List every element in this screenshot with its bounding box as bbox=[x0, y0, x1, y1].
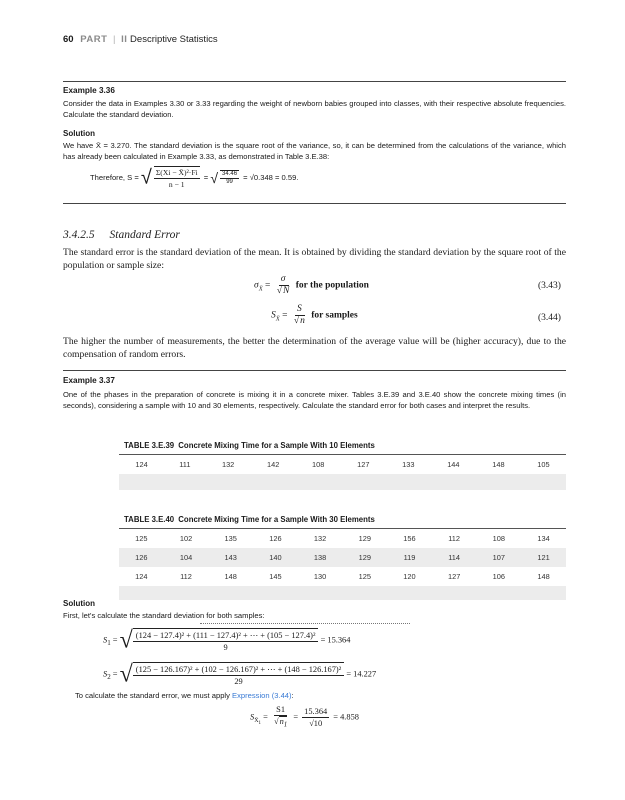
example-top-rule bbox=[63, 81, 566, 82]
table-row bbox=[119, 567, 566, 586]
table-cell: 140 bbox=[253, 548, 298, 567]
table-row bbox=[119, 455, 566, 475]
table-row bbox=[119, 548, 566, 567]
eq2-label: for samples bbox=[311, 310, 358, 321]
table-cell: 144 bbox=[431, 455, 476, 475]
table-39-label: TABLE 3.E.39 bbox=[124, 441, 175, 450]
solution-title: Solution bbox=[63, 129, 95, 138]
separator: | bbox=[113, 34, 116, 45]
table-cell: 142 bbox=[251, 455, 296, 475]
table-cell: 132 bbox=[206, 455, 251, 475]
example2-text: One of the phases in the preparation of concrete is mixing it in a concrete mixer. Tables 3.E.39 and 3.E.40 show the concrete mixing times (in seconds), considering a sample with 10 and 30 elements, respectively. Calculate the standard error for both cases and interpret the results. bbox=[63, 390, 566, 410]
table-cell: 112 bbox=[432, 529, 477, 549]
section-title: Standard Error bbox=[109, 229, 180, 241]
table-cell: 126 bbox=[119, 548, 164, 567]
table-cell: 126 bbox=[253, 529, 298, 549]
s2-calculation: $S_2$ = √ $\frac{\text{(125 − 126.167)² + (102 − 126.167)² + ⋯ + (148 − 126.167)²}}{29}$ = 14.227 bbox=[103, 661, 377, 688]
table-cell: 112 bbox=[180, 572, 192, 581]
table-cell: 148 bbox=[537, 572, 550, 581]
table-cell: 121 bbox=[521, 548, 566, 567]
eq1-number: (3.43) bbox=[538, 281, 561, 291]
section-number: 3.4.2.5 bbox=[63, 229, 95, 241]
apply-pre: To calculate the standard error, we must apply bbox=[75, 691, 233, 700]
table-cell: 127 bbox=[447, 572, 461, 581]
table-cell: 156 bbox=[387, 529, 432, 549]
s1-calculation: $S_1$ = √ $\frac{\text{(124 − 127.4)² + (111 − 127.4)² + ⋯ + (105 − 127.4)²}}{9}$ = 15.364 bbox=[103, 627, 351, 654]
table-cell: 134 bbox=[521, 529, 566, 549]
table-cell: 145 bbox=[269, 572, 282, 581]
table-cell: 124 bbox=[135, 572, 148, 581]
section-heading bbox=[63, 229, 180, 241]
part-number: II bbox=[121, 34, 128, 45]
solution2-text: First, let's calculate the standard deviation for both samples: bbox=[63, 611, 265, 620]
table-cell: 105 bbox=[521, 455, 566, 475]
eq2-number: (3.44) bbox=[538, 313, 561, 323]
running-head bbox=[63, 34, 218, 45]
table-cell: 104 bbox=[164, 548, 209, 567]
eq1-label: for the population bbox=[295, 280, 369, 291]
s1-denominator: 9 bbox=[223, 643, 228, 652]
table-39-caption bbox=[119, 441, 566, 454]
example2-title: Example 3.37 bbox=[63, 376, 115, 385]
solution2-title: Solution bbox=[63, 599, 95, 608]
table-cell: 143 bbox=[208, 548, 253, 567]
sd-fraction bbox=[154, 166, 200, 190]
table-cell: 125 bbox=[119, 529, 164, 549]
table-40-title: Concrete Mixing Time for a Sample With 30 Elements bbox=[178, 515, 375, 524]
variance-denominator: 99 bbox=[226, 179, 233, 185]
table-3-e-39 bbox=[119, 441, 566, 490]
variance-fraction bbox=[220, 170, 239, 186]
table-row bbox=[119, 529, 566, 549]
table-cell: 138 bbox=[298, 548, 343, 567]
equation-3-44: $S_{X̄}$ = $\frac{S}{√n}$ for samples bbox=[271, 304, 358, 326]
s2-numerator: (125 − 126.167)² + (102 − 126.167)² + ⋯ + (148 − 126.167)² bbox=[133, 663, 344, 676]
sd-result: = √0.348 = 0.59. bbox=[243, 173, 299, 182]
table-cell: 132 bbox=[298, 529, 343, 549]
s2-denominator: 29 bbox=[234, 677, 243, 686]
table-40-label: TABLE 3.E.40 bbox=[124, 515, 175, 524]
sd-formula: Therefore, S = √ $\frac{\text{Σ(Xi − X̄)²·Fi}}{n - 1}$ = √ $\frac{34.46}{99}$ = √0.348 = 0.59. bbox=[90, 166, 299, 189]
table-cell: 127 bbox=[341, 455, 386, 475]
table-cell: 129 bbox=[342, 529, 387, 549]
table-cell: 108 bbox=[477, 529, 522, 549]
therefore-label: Therefore, S = bbox=[90, 173, 139, 182]
table-cell: 148 bbox=[476, 455, 521, 475]
section-after: The higher the number of measurements, the better the determination of the average value will be (higher accuracy), due to the compensation of random errors. bbox=[63, 336, 566, 361]
part-label: PART bbox=[80, 34, 108, 45]
se-numerator-1: S1 bbox=[276, 705, 286, 714]
table-cell: 133 bbox=[386, 455, 431, 475]
section-intro: The standard error is the standard deviation of the mean. It is obtained by dividing the standard deviation by the square root of the population or sample size: bbox=[63, 247, 566, 272]
table-40-caption bbox=[119, 515, 566, 528]
table-cell: 135 bbox=[208, 529, 253, 549]
table-cell: 125 bbox=[358, 572, 371, 581]
table-cell: 119 bbox=[387, 548, 432, 567]
table-cell: 114 bbox=[432, 548, 477, 567]
sqrt-icon-2: √ bbox=[210, 170, 219, 186]
table-cell: 111 bbox=[164, 455, 206, 475]
table-cell: 148 bbox=[224, 572, 237, 581]
s1-numerator: (124 − 127.4)² + (111 − 127.4)² + ⋯ + (105 − 127.4)² bbox=[133, 629, 319, 642]
dotted-rule bbox=[200, 623, 410, 624]
page-number: 60 bbox=[63, 34, 74, 45]
table-cell: 130 bbox=[313, 572, 327, 581]
table-cell: 124 bbox=[119, 455, 164, 475]
apply-text bbox=[75, 690, 555, 701]
s2-result: = 14.227 bbox=[346, 669, 377, 679]
se-result: = 4.858 bbox=[333, 712, 359, 722]
table-cell: 120 bbox=[403, 572, 416, 581]
se-numerator-2: 15.364 bbox=[304, 706, 328, 716]
example-title: Example 3.36 bbox=[63, 86, 115, 95]
apply-post: : bbox=[291, 691, 294, 700]
table-cell: 108 bbox=[296, 455, 341, 475]
sqrt-icon: √ bbox=[140, 166, 152, 189]
table-spacer-row bbox=[119, 474, 566, 490]
equation-3-43: $\sigma_{X̄}$ = $\frac{\sigma}{√N}$ for the population bbox=[254, 274, 369, 296]
table-cell: 129 bbox=[342, 548, 387, 567]
s1-result: = 15.364 bbox=[320, 635, 351, 645]
se-denominator-2: √10 bbox=[309, 718, 323, 728]
sd-numerator: Σ(Xi − X̄)²·Fi bbox=[155, 168, 198, 177]
sd-denominator: n − 1 bbox=[168, 180, 185, 189]
table-3-e-40 bbox=[119, 515, 566, 600]
table-cell: 102 bbox=[164, 529, 209, 549]
table-39-title: Concrete Mixing Time for a Sample With 10 Elements bbox=[178, 441, 375, 450]
expression-link[interactable]: Expression (3.44) bbox=[232, 691, 292, 700]
sqrt-icon-s2: √ bbox=[119, 661, 133, 688]
example-bottom-rule bbox=[63, 203, 566, 204]
solution-text: We have X̄ = 3.270. The standard deviation is the square root of the variance, so, it can be determined from the calculations of the variance, which has already been calculated in Example 3.33, as demonstrated in Table 3.E.38: bbox=[63, 141, 566, 161]
variance-numerator: 34.46 bbox=[222, 171, 238, 177]
example2-top-rule bbox=[63, 370, 566, 371]
sqrt-icon-s1: √ bbox=[119, 627, 133, 654]
table-cell: 106 bbox=[492, 572, 506, 581]
standard-error-calculation: $S_{X̄_1}$ = $\frac{S1}{√n_1}$ = $\frac{15.364}{√10}$ = 4.858 bbox=[250, 705, 359, 729]
example-text: Consider the data in Examples 3.30 or 3.33 regarding the weight of newborn babies grouped into classes, with their respective absolute frequencies. Calculate the standard deviation. bbox=[63, 99, 566, 119]
table-spacer-row bbox=[119, 586, 566, 600]
table-cell: 107 bbox=[477, 548, 522, 567]
chapter-title: Descriptive Statistics bbox=[130, 34, 218, 45]
